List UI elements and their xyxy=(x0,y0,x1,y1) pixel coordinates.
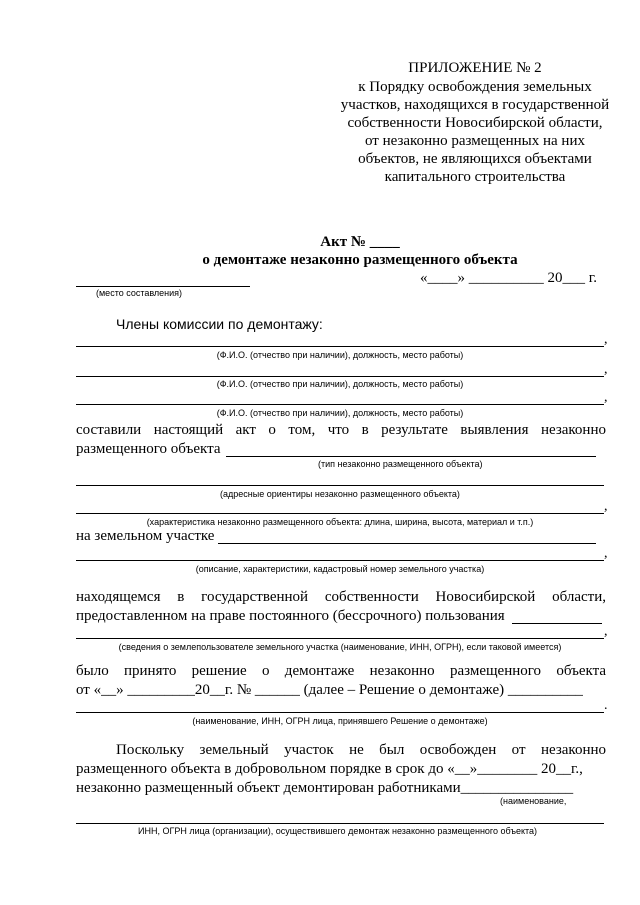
plot-caption: (описание, характеристики, кадастровый номер земельного участка) xyxy=(195,564,485,574)
comma: , xyxy=(604,546,608,561)
type-line xyxy=(226,456,596,457)
comma: , xyxy=(604,499,608,514)
decision-holder-line xyxy=(76,712,604,713)
member-caption: (Ф.И.О. (отчество при наличии), должность, место работы) xyxy=(216,350,464,360)
type-caption: (тип незаконно размещенного объекта) xyxy=(318,459,483,469)
characteristics-line xyxy=(76,513,604,514)
place-line xyxy=(76,286,250,287)
located-line: находящемся в государственной собственности Новосибирской области, xyxy=(76,589,606,605)
since-line: размещенного объекта в добровольном порядке в срок до «__»________ 20__г., xyxy=(76,761,583,777)
appendix-line: собственности Новосибирской области, xyxy=(347,115,603,131)
appendix-line: участков, находящихся в государственной xyxy=(340,97,610,113)
period: . xyxy=(604,698,608,713)
plot-line-2 xyxy=(76,560,604,561)
address-line xyxy=(76,485,604,486)
comma: , xyxy=(604,332,608,347)
appendix-line: к Порядку освобождения земельных xyxy=(358,79,592,95)
user-caption: (сведения о землепользователе земельного участка (наименование, ИНН, ОГРН), если таковой имеется) xyxy=(118,642,562,652)
decision-line: от «__» _________20__г. № ______ (далее – Решение о демонтаже) __________ xyxy=(76,682,583,698)
final-line xyxy=(76,823,604,824)
members-label: Члены комиссии по демонтажу: xyxy=(116,316,323,332)
since-line: Поскольку земельный участок не был освобожден от незаконно xyxy=(116,742,606,758)
date-line: «____» __________ 20___ г. xyxy=(420,270,597,286)
appendix-title: ПРИЛОЖЕНИЕ № 2 xyxy=(408,60,542,76)
statement-line: размещенного объекта xyxy=(76,441,221,457)
decision-line: было принято решение о демонтаже незаконно размещенного объекта xyxy=(76,663,606,679)
member-line xyxy=(76,376,604,377)
located-line: предоставленном на праве постоянного (бессрочного) пользования xyxy=(76,608,505,624)
since-line: незаконно размещенный объект демонтирован работниками_______________ xyxy=(76,780,574,796)
appendix-line: капитального строительства xyxy=(384,169,566,185)
comma: , xyxy=(604,362,608,377)
comma: , xyxy=(604,390,608,405)
on-plot-label: на земельном участке xyxy=(76,528,215,544)
member-line xyxy=(76,404,604,405)
characteristics-caption: (характеристика незаконно размещенного объекта: длина, ширина, высота, материал и т.п.) xyxy=(146,517,534,527)
member-line xyxy=(76,346,604,347)
user-line-short xyxy=(512,623,602,624)
plot-line xyxy=(218,543,596,544)
act-title: Акт № ____ xyxy=(320,234,400,250)
act-subtitle: о демонтаже незаконно размещенного объекта xyxy=(202,252,518,268)
place-caption: (место составления) xyxy=(96,288,183,298)
member-caption: (Ф.И.О. (отчество при наличии), должность, место работы) xyxy=(216,379,464,389)
decision-caption: (наименование, ИНН, ОГРН лица, принявшего Решение о демонтаже) xyxy=(192,716,488,726)
statement-line: составили настоящий акт о том, что в результате выявления незаконно xyxy=(76,422,606,438)
comma: , xyxy=(604,624,608,639)
user-line xyxy=(76,638,604,639)
member-caption: (Ф.И.О. (отчество при наличии), должность, место работы) xyxy=(216,408,464,418)
address-caption: (адресные ориентиры незаконно размещенного объекта) xyxy=(220,489,460,499)
naim-caption: (наименование, xyxy=(500,796,567,806)
appendix-line: объектов, не являющихся объектами xyxy=(358,151,592,167)
appendix-line: от незаконно размещенных на них xyxy=(365,133,585,149)
final-caption: ИНН, ОГРН лица (организации), осуществившего демонтаж незаконно размещенного объекта) xyxy=(138,826,538,836)
